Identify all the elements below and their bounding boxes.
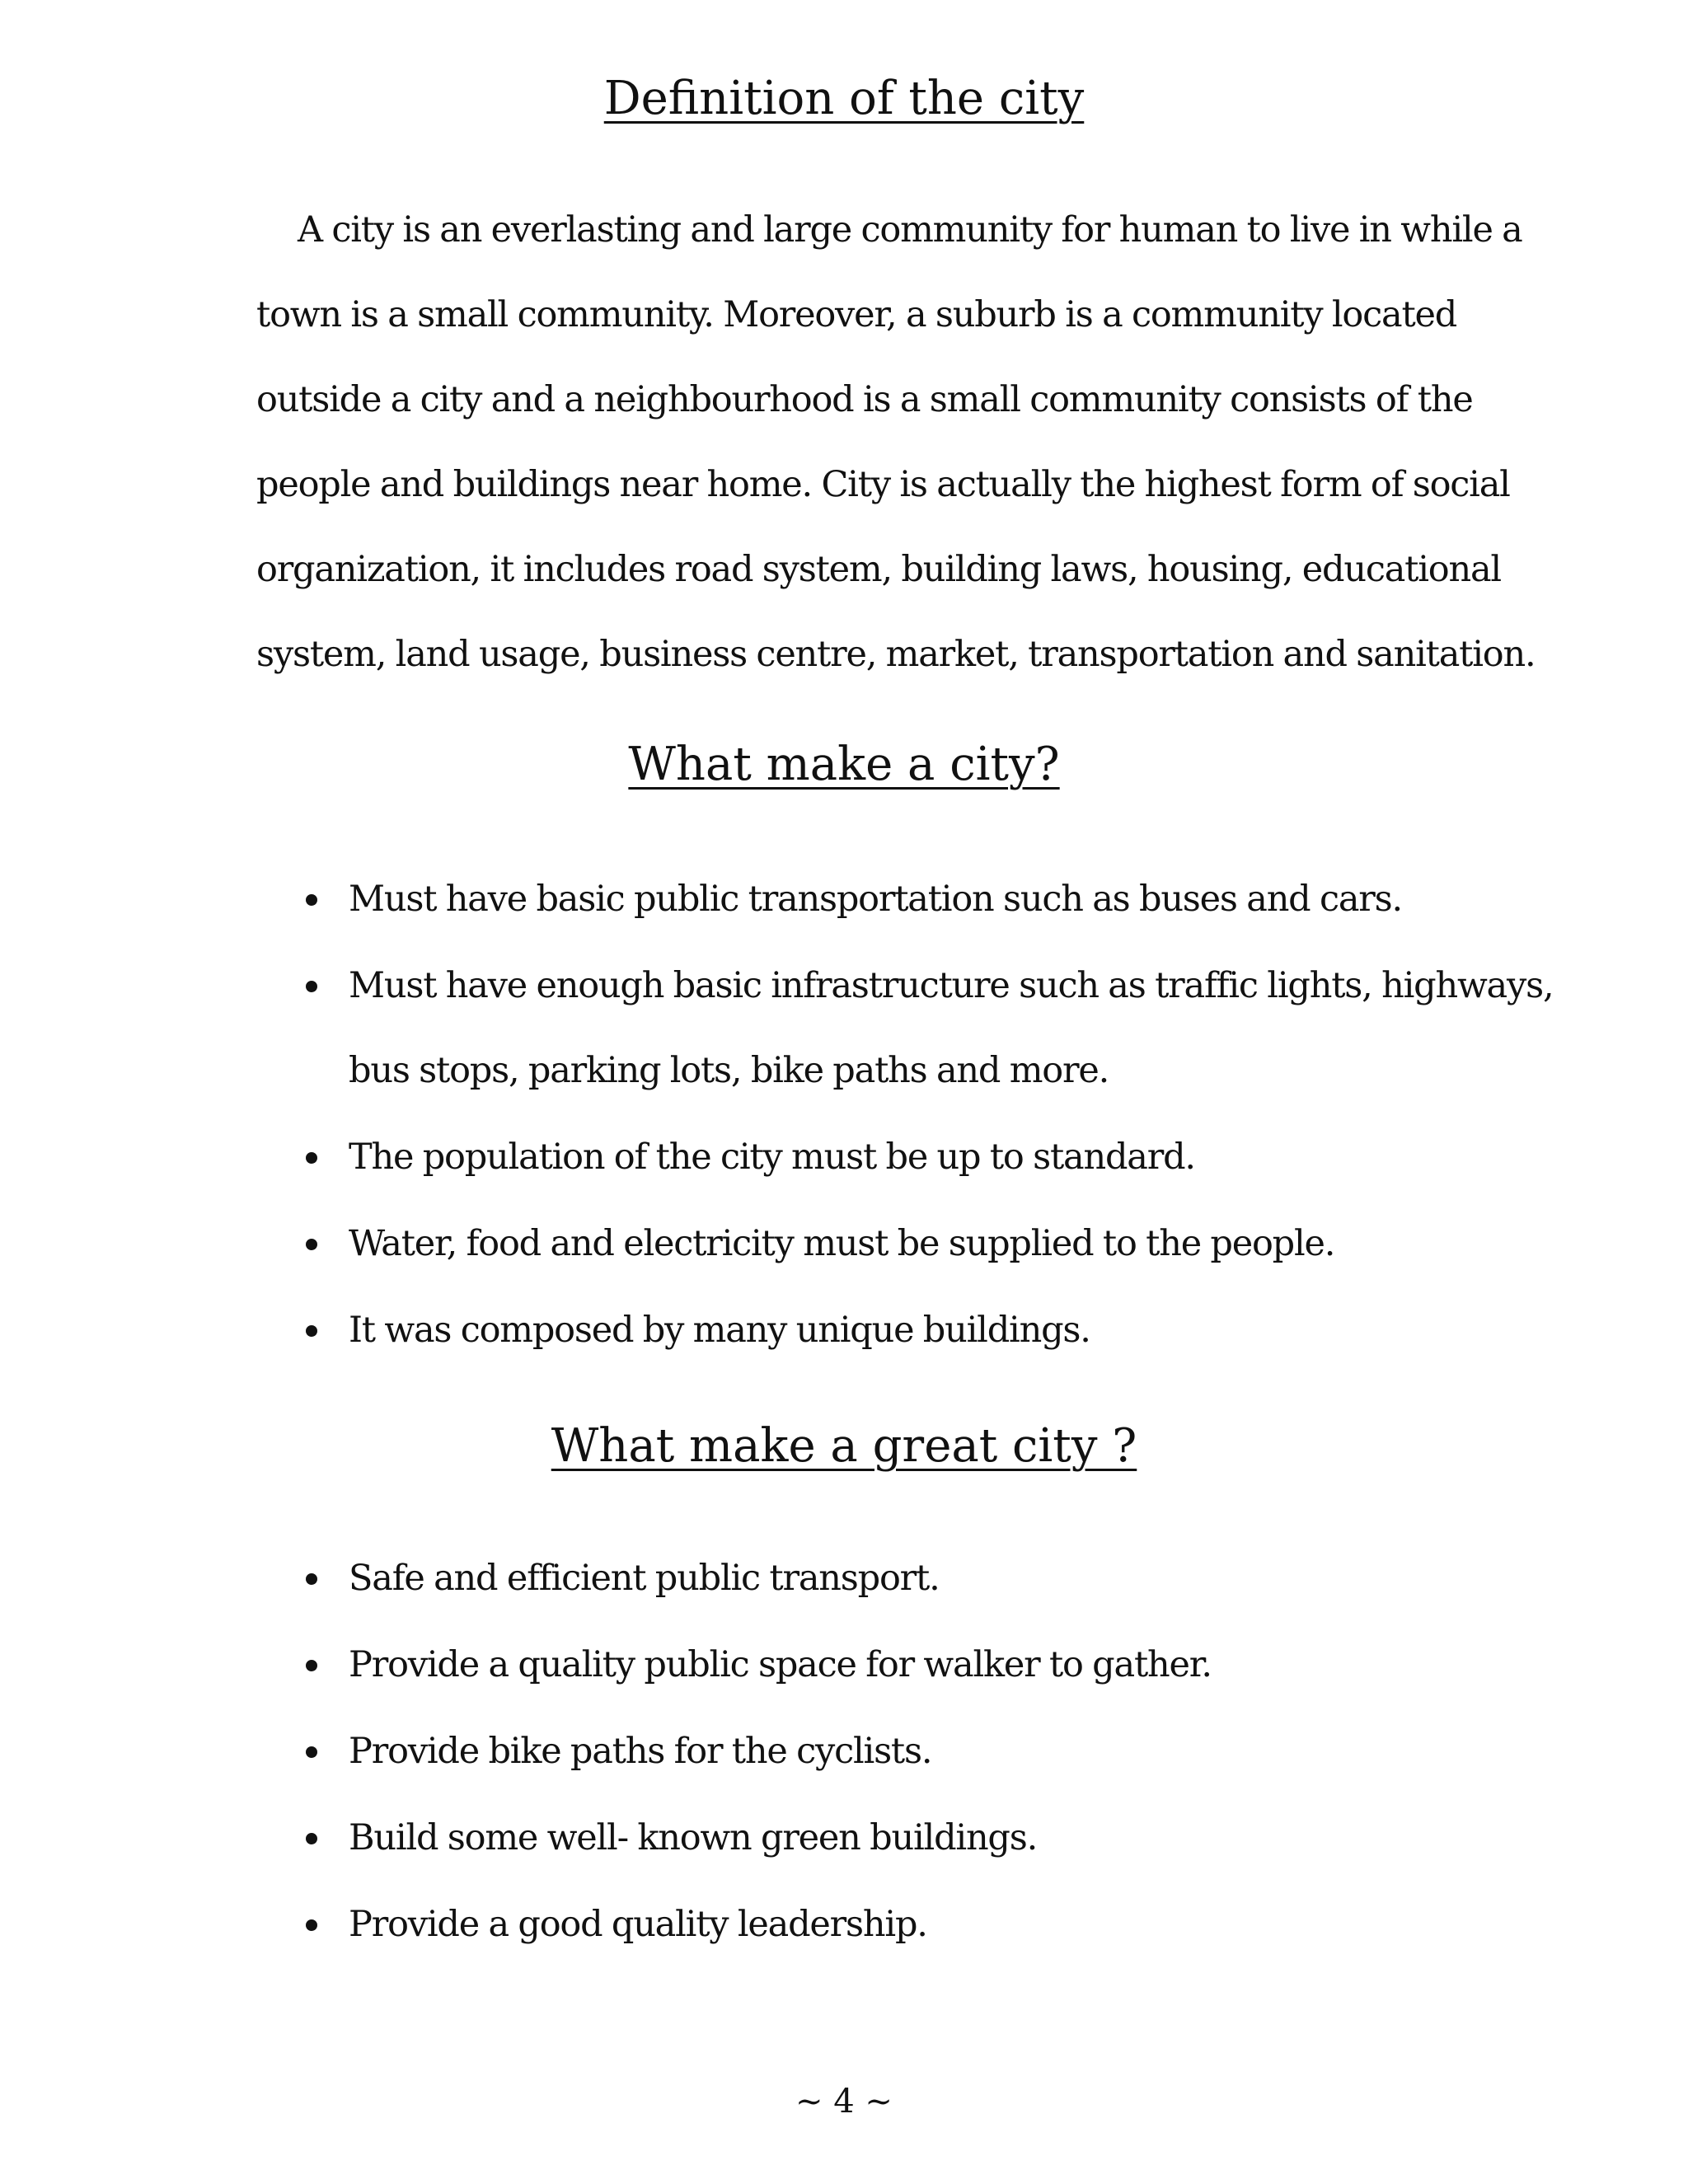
heading-definition-of-city: Definition of the city: [603, 72, 1085, 125]
bullet-icon: [306, 1573, 317, 1585]
list-item-text: Safe and efficient public transport.: [349, 1558, 940, 1599]
paragraph-line: town is a small community. Moreover, a suburb is a community located: [256, 294, 1457, 335]
list-item: [297, 857, 1484, 942]
bullet-icon: [306, 1746, 317, 1758]
list-item-text: Provide a good quality leadership.: [349, 1904, 927, 1945]
list-item: [297, 944, 1554, 1113]
paragraph-line: people and buildings near home. City is actually the highest form of social: [256, 464, 1510, 505]
list-item-text: Build some well- known green buildings.: [349, 1817, 1038, 1858]
list-item-text-continued: bus stops, parking lots, bike paths and more.: [349, 1050, 1109, 1091]
city-requirements-list: [297, 857, 1554, 1375]
list-item: [297, 1709, 1484, 1794]
list-item-text: It was composed by many unique buildings.: [349, 1310, 1090, 1351]
list-item-text: Must have enough basic infrastructure such as traffic lights, highways,: [349, 965, 1554, 1006]
bullet-icon: [306, 1239, 317, 1250]
list-item: [297, 1288, 1484, 1373]
definition-paragraph: [256, 188, 1536, 697]
list-item-text: Provide a quality public space for walker to gather.: [349, 1644, 1212, 1685]
paragraph-line: system, land usage, business centre, market, transportation and sanitation.: [256, 634, 1536, 675]
list-item-text: Provide bike paths for the cyclists.: [349, 1731, 932, 1772]
list-item-text: Must have basic public transportation such as buses and cars.: [349, 879, 1402, 920]
heading-what-make-a-city: What make a city?: [628, 738, 1060, 791]
paragraph-line: organization, it includes road system, building laws, housing, educational: [256, 549, 1501, 590]
list-item: [297, 1202, 1484, 1286]
list-item: [297, 1115, 1484, 1200]
bullet-icon: [306, 1660, 317, 1671]
great-city-list: [297, 1536, 1484, 1969]
bullet-icon: [306, 1325, 317, 1337]
list-item-text: Water, food and electricity must be supplied to the people.: [349, 1223, 1335, 1264]
page-number: ~ 4 ~: [795, 2083, 893, 2121]
list-item-text: The population of the city must be up to standard.: [349, 1137, 1195, 1178]
list-item: [297, 1536, 1484, 1621]
list-item: [297, 1796, 1484, 1881]
bullet-icon: [306, 1833, 317, 1844]
bullet-icon: [306, 1152, 317, 1164]
list-item: [297, 1882, 1484, 1967]
bullet-icon: [306, 981, 317, 992]
paragraph-line: outside a city and a neighbourhood is a small community consists of the: [256, 379, 1473, 420]
bullet-icon: [306, 1919, 317, 1931]
heading-what-make-a-great-city: What make a great city ?: [551, 1419, 1137, 1473]
bullet-icon: [306, 894, 317, 906]
list-item: [297, 1623, 1484, 1708]
paragraph-line: A city is an everlasting and large community for human to live in while a: [298, 209, 1522, 251]
